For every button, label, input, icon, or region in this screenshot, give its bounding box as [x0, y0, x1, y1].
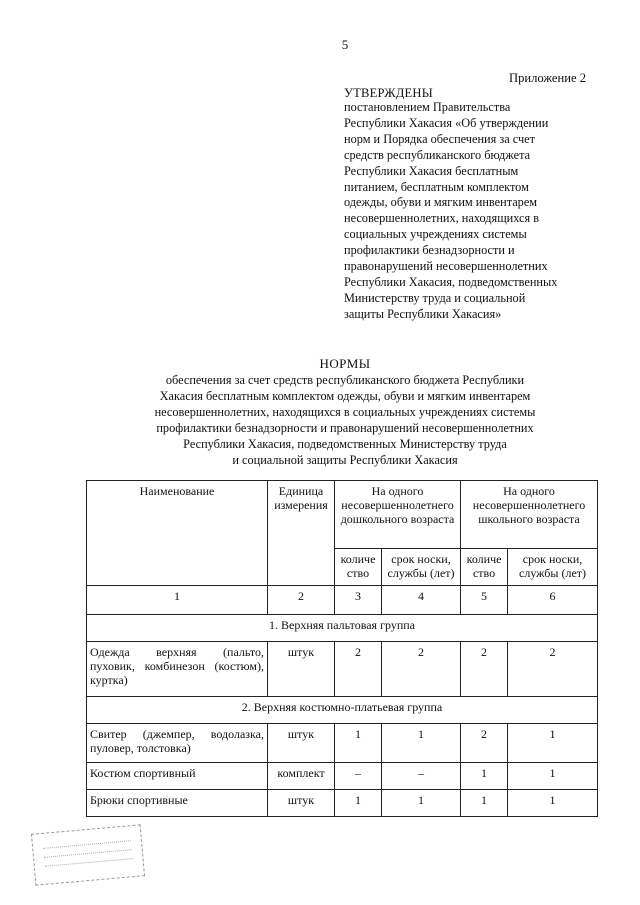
item-school-qty: 2 [461, 724, 508, 763]
item-school-term: 1 [508, 763, 598, 790]
item-name: Свитер (джемпер, водолазка, пуловер, толстовка) [87, 724, 268, 763]
resolution-line: несовершеннолетних, находящихся в [344, 211, 540, 226]
norms-table [86, 480, 598, 817]
item-unit: штук [268, 724, 335, 763]
resolution-line: Республики Хакасия бесплатным [344, 163, 519, 178]
resolution-line: профилактики безнадзорности и [344, 243, 515, 258]
column-number: 6 [508, 586, 598, 615]
resolution-line: норм и Порядка обеспечения за счет [344, 131, 535, 146]
column-number: 2 [268, 586, 335, 615]
table-row [87, 724, 598, 763]
resolution-line: защиты Республики Хакасия» [344, 306, 502, 321]
column-number: 1 [87, 586, 268, 615]
header-name: Наименование [87, 481, 268, 586]
resolution-line: Республики Хакасия «Об утверждении [344, 115, 549, 130]
resolution-line: питанием, бесплатным комплектом [344, 179, 529, 194]
item-unit: штук [268, 642, 335, 697]
section-title: 2. Верхняя костюмно-платьевая группа [87, 697, 598, 724]
item-school-term: 1 [508, 724, 598, 763]
stamp-image [31, 824, 145, 885]
item-preschool-qty: 1 [335, 790, 382, 817]
approved-heading: УТВЕРЖДЕНЫ [344, 86, 433, 100]
norms-subtitle-line: несовершеннолетних, находящихся в социальных учреждениях системы [154, 405, 536, 419]
column-number: 5 [461, 586, 508, 615]
section-row [87, 697, 598, 724]
item-school-qty: 2 [461, 642, 508, 697]
item-preschool-term: 1 [382, 790, 461, 817]
resolution-line: правонарушений несовершеннолетних [344, 259, 548, 274]
item-school-qty: 1 [461, 790, 508, 817]
header-preschool-term: срок носки, службы (лет) [382, 549, 461, 586]
column-numbers-row [87, 586, 598, 615]
norms-subtitle-line: обеспечения за счет средств республиканского бюджета Республики [165, 373, 525, 387]
resolution-line: социальных учреждениях системы [344, 227, 527, 242]
item-unit: штук [268, 790, 335, 817]
section-row [87, 615, 598, 642]
resolution-line: средств республиканского бюджета [344, 147, 531, 162]
header-school-term: срок носки, службы (лет) [508, 549, 598, 586]
item-preschool-qty: – [335, 763, 382, 790]
header-preschool: На одного несовершеннолетнего дошкольного возраста [335, 481, 461, 549]
resolution-line: Министерству труда и социальной [344, 290, 526, 305]
norms-subtitle-line: профилактики безнадзорности и правонарушений несовершеннолетних [156, 421, 534, 435]
header-school-qty: количе ство [461, 549, 508, 586]
section-title: 1. Верхняя пальтовая группа [87, 615, 598, 642]
norms-title: НОРМЫ [319, 356, 371, 371]
item-preschool-qty: 1 [335, 724, 382, 763]
table-row [87, 790, 598, 817]
item-preschool-term: 1 [382, 724, 461, 763]
item-school-term: 2 [508, 642, 598, 697]
resolution-line: одежды, обуви и мягким инвентарем [344, 195, 538, 210]
resolution-line: постановлением Правительства [344, 100, 511, 114]
item-preschool-term: – [382, 763, 461, 790]
header-school: На одного несовершеннолетнего школьного возраста [461, 481, 598, 549]
item-preschool-qty: 2 [335, 642, 382, 697]
page-number: 5 [341, 37, 349, 52]
norms-subtitle-line: Хакасия бесплатным комплектом одежды, обуви и мягким инвентарем [159, 389, 531, 403]
item-school-qty: 1 [461, 763, 508, 790]
table-row [87, 763, 598, 790]
norms-subtitle-line: и социальной защиты Республики Хакасия [232, 453, 458, 467]
table-row [87, 642, 598, 697]
column-number: 4 [382, 586, 461, 615]
item-preschool-term: 2 [382, 642, 461, 697]
column-number: 3 [335, 586, 382, 615]
resolution-line: Республики Хакасия, подведомственных [344, 274, 558, 289]
header-preschool-qty: количе ство [335, 549, 382, 586]
table-header-row [87, 481, 598, 549]
item-unit: комплект [268, 763, 335, 790]
item-school-term: 1 [508, 790, 598, 817]
header-unit: Единица измерения [268, 481, 335, 586]
norms-subtitle [90, 372, 600, 468]
item-name: Брюки спортивные [87, 790, 268, 817]
norms-subtitle-line: Республики Хакасия, подведомственных Министерству труда [183, 437, 507, 451]
resolution-text [344, 100, 594, 323]
item-name: Костюм спортивный [87, 763, 268, 790]
appendix-label: Приложение 2 [509, 71, 587, 85]
item-name: Одежда верхняя (пальто, пуховик, комбинезон (костюм), куртка) [87, 642, 268, 697]
